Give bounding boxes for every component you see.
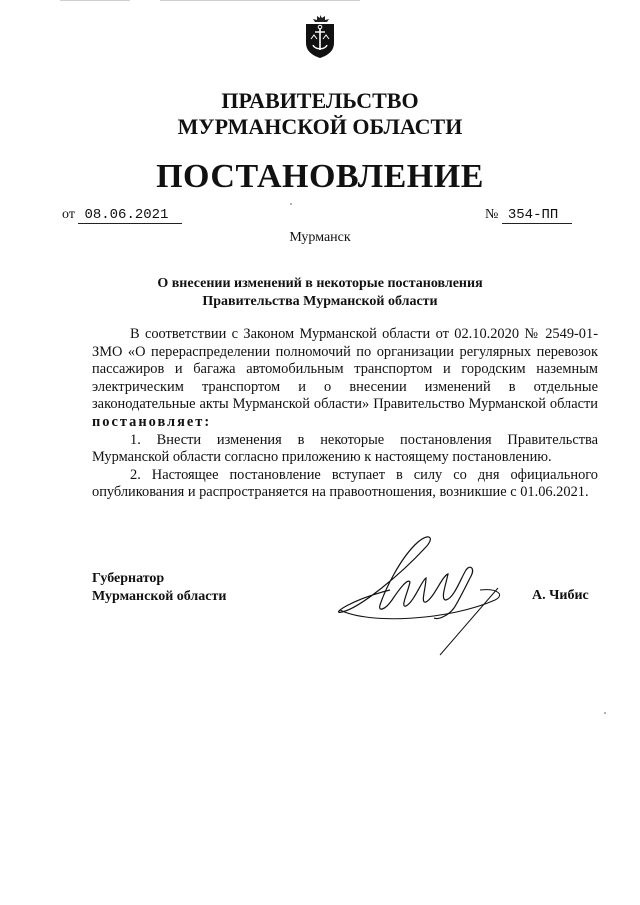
number-value: 354-ПП [502, 207, 572, 224]
number-prefix: № [485, 207, 499, 222]
coat-of-arms-emblem [302, 15, 338, 59]
subject-line-1: О внесении изменений в некоторые постановления [157, 276, 483, 291]
preamble-text: В соответствии с Законом Мурманской области от 02.10.2020 № 2549-01-ЗМО «О перераспределении полномочий по организации регулярных перевозок пассажиров и багажа автомобильным транспортом и городским наземным электрическим транспортом и о внесении изменений в отдельные законодательные акты Мурманской области» Правительство Мурманской области [92, 326, 598, 413]
document-subject [0, 275, 640, 311]
document-body [92, 326, 598, 502]
subject-line-2: Правительства Мурманской области [202, 294, 438, 309]
scan-speck [604, 712, 606, 714]
document-number [485, 207, 572, 224]
item-1-paragraph: 1. Внести изменения в некоторые постановления Правительства Мурманской области согласно приложению к настоящему постановлению. [92, 431, 598, 466]
city: Мурманск [289, 230, 351, 245]
document-date [62, 207, 182, 224]
resolves-word: постановляет: [92, 413, 212, 430]
scan-edge-line [160, 0, 360, 1]
government-line-1: ПРАВИТЕЛЬСТВО [221, 88, 419, 113]
date-value: 08.06.2021 [78, 207, 182, 224]
government-name [0, 88, 640, 140]
date-prefix: от [62, 207, 75, 222]
signer-position [92, 570, 226, 605]
preamble-paragraph [92, 326, 598, 432]
government-line-2: МУРМАНСКОЙ ОБЛАСТИ [177, 114, 463, 139]
signer-position-line-1: Губернатор [92, 571, 165, 586]
scan-speck [290, 203, 292, 205]
document-type: ПОСТАНОВЛЕНИЕ [156, 158, 484, 195]
item-2-paragraph: 2. Настоящее постановление вступает в силу со дня официального опубликования и распространяется на правоотношения, возникшие с 01.06.2021. [92, 466, 598, 501]
signer-name: А. Чибис [532, 588, 589, 603]
scan-edge-line [60, 0, 130, 1]
handwritten-signature [330, 530, 520, 660]
signer-position-line-2: Мурманской области [92, 588, 227, 604]
